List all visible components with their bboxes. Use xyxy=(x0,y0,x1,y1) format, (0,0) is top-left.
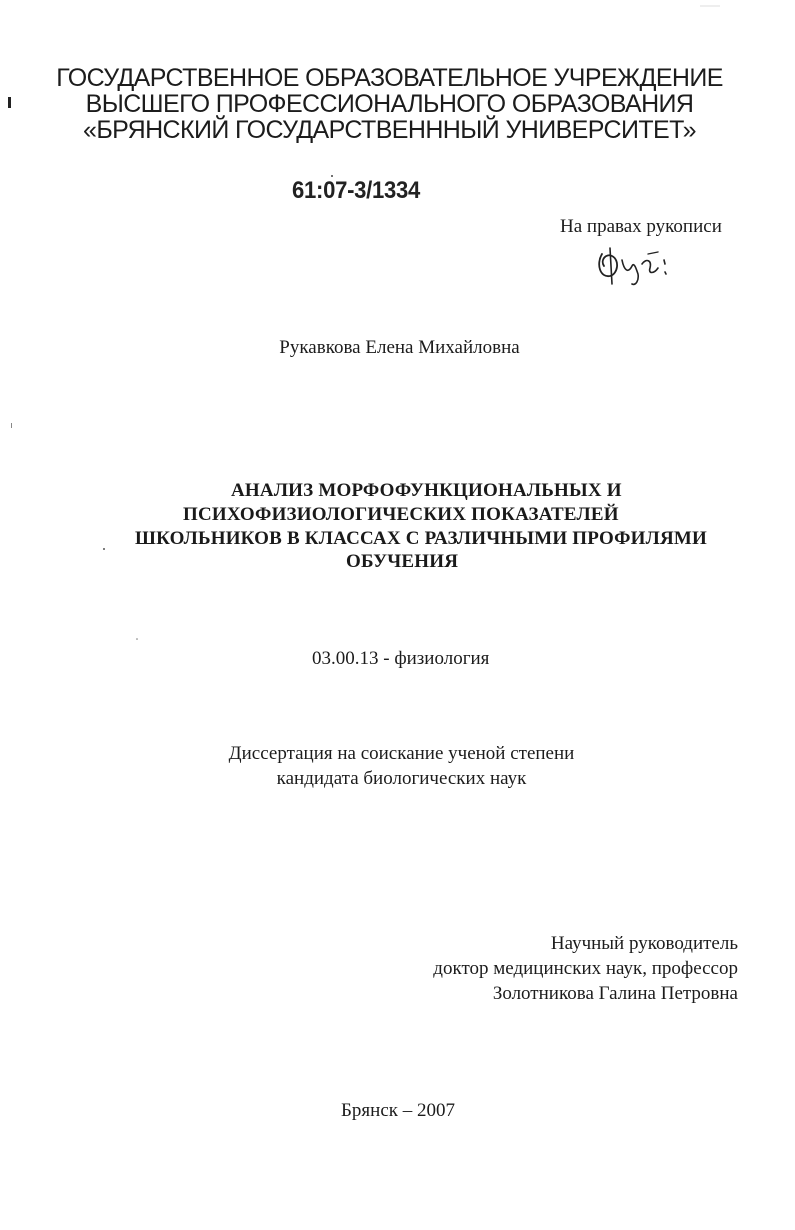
supervisor-name: Золотникова Галина Петровна xyxy=(492,983,738,1004)
thesis-title-line-1: АНАЛИЗ МОРФОФУНКЦИОНАЛЬНЫХ И xyxy=(231,480,622,501)
thesis-title-line-4: ОБУЧЕНИЯ xyxy=(346,551,459,572)
handwritten-signature xyxy=(592,244,682,288)
manuscript-rights-label: На правах рукописи xyxy=(560,216,722,237)
thesis-title-line-2: ПСИХОФИЗИОЛОГИЧЕСКИХ ПОКАЗАТЕЛЕЙ xyxy=(183,504,619,525)
supervisor-rank: доктор медицинских наук, профессор xyxy=(433,958,738,979)
author-name xyxy=(0,337,795,359)
speck xyxy=(136,638,138,640)
institution-line-1: ГОСУДАРСТВЕННОЕ ОБРАЗОВАТЕЛЬНОЕ УЧРЕЖДЕНИЕ xyxy=(56,64,723,92)
degree-line-2: кандидата биологических наук xyxy=(276,768,527,789)
degree-line-1: Диссертация на соискание ученой степени xyxy=(228,743,575,764)
thesis-title-line-3: ШКОЛЬНИКОВ В КЛАССАХ С РАЗЛИЧНЫМИ ПРОФИЛЯМИ xyxy=(135,528,708,549)
institution-line-3: «БРЯНСКИЙ ГОСУДАРСТВЕНННЫЙ УНИВЕРСИТЕТ» xyxy=(83,116,696,144)
specialty-code: 03.00.13 - физиология xyxy=(312,648,490,669)
institution-line-2: ВЫСШЕГО ПРОФЕССИОНАЛЬНОГО ОБРАЗОВАНИЯ xyxy=(85,90,694,118)
author-name-text: Рукавкова Елена Михайловна xyxy=(279,337,520,358)
place-and-year: Брянск – 2007 xyxy=(341,1100,455,1121)
catalog-code: 61:07-3/1334 xyxy=(292,177,421,204)
speck xyxy=(103,548,105,550)
speck xyxy=(11,423,12,428)
supervisor-role: Научный руководитель xyxy=(550,933,738,954)
